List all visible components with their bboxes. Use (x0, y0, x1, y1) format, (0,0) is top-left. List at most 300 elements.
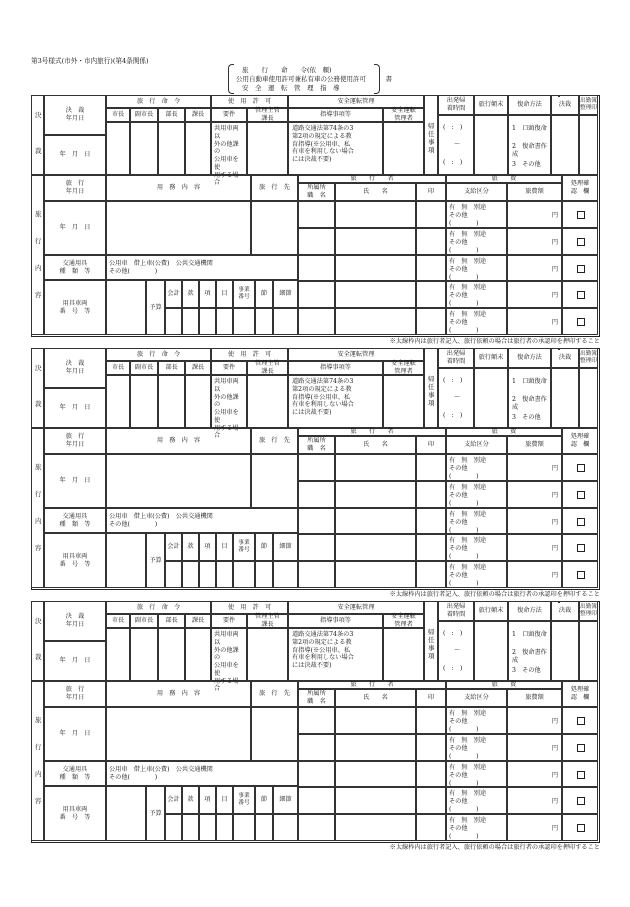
in-field[interactable] (416, 454, 446, 481)
label-line: 用具車両 (62, 552, 88, 560)
shido-jiko-text (288, 375, 383, 428)
shori-kakunin-checkbox[interactable] (577, 318, 585, 326)
shikyu-kubun-field[interactable] (446, 228, 507, 255)
yoyo-sharyo-field[interactable] (106, 280, 146, 335)
budget-label: 目 (216, 786, 233, 814)
shozoku-field[interactable] (298, 508, 335, 535)
kubun-line: 有 無 別途 (449, 736, 487, 744)
side-char: 決 (35, 364, 42, 372)
shori-kakunin-checkbox[interactable] (577, 717, 585, 725)
text-line: 公用車を使 (214, 409, 239, 424)
ryoko-shumatsu-field[interactable] (474, 621, 508, 681)
kessai-stamp-field[interactable] (551, 621, 579, 681)
ryohi-gaku-field[interactable] (507, 814, 562, 841)
kessai-stamp-field[interactable] (551, 115, 579, 175)
shiyo-kyoka-header: 使 用 許 可 (211, 348, 288, 361)
shikyu-kubun-field[interactable] (446, 481, 507, 508)
label-line: 安全運転 (391, 360, 416, 368)
approver-label: 市長 (106, 361, 130, 375)
budget-label: 細節 (273, 786, 298, 814)
shori-kakunin-cell (562, 281, 598, 308)
ryohi-gaku-field[interactable] (507, 508, 562, 535)
approver-stamp-field[interactable] (185, 122, 211, 175)
footnote: ※太線枠内は旅行者記入、旅行依頼の場合は旅行者の承認印を押印すること (389, 844, 600, 851)
ryohi-gaku-field[interactable] (507, 561, 562, 588)
kotsu-yogu-options[interactable] (106, 255, 298, 280)
budget-label: 款 (182, 786, 199, 814)
in-field[interactable] (416, 561, 446, 588)
ryohi-gaku-field[interactable] (507, 481, 562, 508)
label-line: 処理確 (570, 433, 590, 441)
fukumei-option[interactable]: 2 復命書作成 (512, 143, 547, 158)
fukumei-options[interactable] (508, 621, 551, 681)
kessai-date-field[interactable]: 年 月 日 (44, 388, 106, 428)
ryoko-meirei-header: 旅 行 命 令 (106, 95, 211, 108)
fukumei-option[interactable]: 1 口頭復命 (512, 378, 547, 385)
ryohi-gaku-field[interactable] (507, 228, 562, 255)
shikyu-kubun-field[interactable] (446, 734, 507, 761)
ryohi-header: 旅 費 (446, 428, 562, 436)
kanri-shunin-stamp-field[interactable] (247, 375, 288, 428)
in-field[interactable] (416, 534, 446, 561)
approver-stamp-field[interactable] (158, 628, 185, 681)
ryoko-shumatsu-field[interactable] (474, 115, 508, 175)
label-line: 着時間 (446, 611, 466, 618)
shimei-field[interactable] (335, 814, 416, 841)
budget-field[interactable] (199, 561, 216, 588)
anzen-kanrisha-stamp-field[interactable] (383, 628, 424, 681)
shori-kakunin-cell (562, 761, 598, 788)
shikyu-kubun-field[interactable] (446, 814, 507, 841)
budget-label: 項 (199, 786, 216, 814)
text-line: 公用車を使 (214, 156, 239, 171)
shikyu-kubun-field[interactable] (446, 761, 507, 788)
ninin-jiko-side-label (424, 95, 438, 175)
ryoko-saki-field[interactable] (251, 707, 298, 761)
approver-stamp-field[interactable] (130, 122, 158, 175)
fukumei-options[interactable] (508, 368, 551, 428)
budget-field[interactable] (255, 561, 273, 588)
shori-kakunin-checkbox[interactable] (577, 771, 585, 779)
shozoku-field[interactable] (298, 761, 335, 788)
shozoku-field[interactable] (298, 454, 335, 481)
shido-jiko-text (288, 628, 383, 681)
kessai-stamp-field[interactable] (551, 368, 579, 428)
shori-kakunin-label (562, 428, 598, 454)
kubun-line: ( ) (449, 833, 479, 841)
label-line: 職 名 (307, 698, 326, 705)
in-field[interactable] (416, 508, 446, 535)
kubun-line: ( ) (449, 220, 479, 227)
approver-stamp-field[interactable] (106, 628, 130, 681)
shori-kakunin-checkbox[interactable] (577, 518, 585, 526)
label-line: 出勤簿 (580, 98, 597, 105)
approver-label: 市長 (106, 614, 130, 628)
fukumei-option[interactable]: 2 復命書作成 (512, 649, 547, 664)
text-line: 共用車両以 (214, 378, 239, 393)
shimei-field[interactable] (335, 534, 416, 561)
ryoko-saki-field[interactable] (251, 454, 298, 508)
side-char: 決 (35, 617, 42, 625)
ryohi-gaku-field[interactable] (507, 787, 562, 814)
side-char: 裁 (35, 147, 42, 155)
shukkinbo-label (579, 348, 598, 368)
yen-unit: 円 (551, 465, 558, 472)
shikyu-kubun-field[interactable] (446, 561, 507, 588)
shuppatsu-label (438, 348, 474, 368)
kubun-line: ( ) (449, 499, 479, 507)
label-line: 年月日 (65, 694, 85, 701)
ryohi-gaku-field[interactable] (507, 707, 562, 734)
yomu-naiyo-field[interactable] (106, 707, 251, 761)
ryohi-gaku-field[interactable] (507, 454, 562, 481)
budget-field[interactable] (255, 308, 273, 335)
ryohi-gaku-field[interactable] (507, 734, 562, 761)
shimei-field[interactable] (335, 255, 416, 282)
approver-label: 副市長 (130, 614, 158, 628)
shozoku-field[interactable] (298, 814, 335, 841)
kanri-shunin-stamp-field[interactable] (247, 122, 288, 175)
label-line: 整理印 (580, 105, 597, 111)
label-line: 交通用具 (62, 765, 88, 773)
kessai-date-field[interactable]: 年 月 日 (44, 135, 106, 175)
kubun-line: その他 (449, 319, 468, 327)
ryoko-date-label (44, 428, 106, 454)
yen-unit: 円 (551, 572, 558, 580)
side-char: 任 (428, 383, 435, 391)
ryohi-gaku-field[interactable] (507, 201, 562, 228)
shozoku-field[interactable] (298, 281, 335, 308)
ryohi-gaku-field[interactable] (507, 308, 562, 335)
anzen-unten-header: 安全運転管理 (288, 601, 424, 614)
approver-stamp-field[interactable] (106, 122, 130, 175)
approver-stamp-field[interactable] (185, 375, 211, 428)
ryoko-saki-field[interactable] (251, 201, 298, 255)
shikyu-kubun-field[interactable] (446, 201, 507, 228)
shiyo-kyoka-header: 使 用 許 可 (211, 95, 288, 108)
shimei-field[interactable] (335, 201, 416, 228)
ryohi-gaku-field[interactable] (507, 281, 562, 308)
label-line: 出勤簿 (580, 604, 597, 611)
in-field[interactable] (416, 255, 446, 282)
ryohi-gaku-label: 旅費額 (507, 689, 562, 707)
shori-kakunin-checkbox[interactable] (577, 824, 585, 832)
kotsu-yogu-options[interactable] (106, 508, 298, 533)
approver-stamp-field[interactable] (158, 122, 185, 175)
budget-field[interactable] (165, 561, 182, 588)
kubun-line: 有 無 別途 (449, 311, 487, 319)
budget-field[interactable] (182, 308, 199, 335)
shikyu-kubun-field[interactable] (446, 787, 507, 814)
time-field[interactable] (438, 621, 474, 681)
approver-label: 部長 (158, 614, 185, 628)
budget-field[interactable] (273, 308, 298, 335)
kanri-shunin-stamp-field[interactable] (247, 628, 288, 681)
label-line: 管理主管 (255, 613, 280, 621)
kyoyo-sha-condition (211, 122, 247, 187)
kubun-line: 有 無 別途 (449, 457, 487, 464)
side-char: 裁 (35, 653, 42, 661)
shikyu-kubun-field[interactable] (446, 534, 507, 561)
label-line: 用具車両 (62, 299, 88, 307)
in-field[interactable] (416, 481, 446, 508)
shozoku-field[interactable] (298, 481, 335, 508)
time-tilde: ～ (454, 647, 461, 654)
ryohi-gaku-field[interactable] (507, 534, 562, 561)
ryoko-shumatsu-label: 旅行顛末 (474, 95, 508, 115)
side-char: 裁 (35, 400, 42, 408)
time-field[interactable] (438, 115, 474, 175)
kessai-date-label (44, 95, 106, 135)
travel-order-form (31, 348, 600, 600)
budget-field[interactable] (165, 814, 182, 841)
budget-label: 項 (199, 280, 216, 308)
yen-unit: 円 (551, 292, 558, 300)
shori-kakunin-checkbox[interactable] (577, 544, 585, 552)
shimei-field[interactable] (335, 228, 416, 255)
approver-stamp-field[interactable] (158, 375, 185, 428)
yen-unit: 円 (551, 825, 558, 833)
shido-jiko-text (288, 122, 383, 175)
label-line: 交通用具 (62, 512, 88, 520)
shozoku-field[interactable] (298, 787, 335, 814)
side-char: 内 (35, 264, 42, 272)
budget-field[interactable] (273, 814, 298, 841)
ryoko-date-field[interactable]: 年 月 日 (44, 201, 106, 255)
yoyo-sharyo-field[interactable] (106, 533, 146, 588)
budget-field[interactable] (182, 561, 199, 588)
side-char: 容 (35, 544, 42, 552)
fukumei-option[interactable]: 3 その他 (512, 667, 541, 674)
shikyu-kubun-field[interactable] (446, 454, 507, 481)
shimei-field[interactable] (335, 561, 416, 588)
shori-kakunin-checkbox[interactable] (577, 571, 585, 579)
label-line: 出発帰 (446, 97, 466, 105)
approver-label: 副市長 (130, 361, 158, 375)
ryoko-shumatsu-field[interactable] (474, 368, 508, 428)
shori-kakunin-checkbox[interactable] (577, 744, 585, 752)
kubun-line: ( ) (449, 300, 479, 308)
anzen-kanrisha-stamp-field[interactable] (383, 122, 424, 175)
ryohi-gaku-field[interactable] (507, 761, 562, 788)
shori-kakunin-checkbox[interactable] (577, 491, 585, 499)
in-field[interactable] (416, 228, 446, 255)
budget-field[interactable] (165, 308, 182, 335)
budget-label: 事業番号 (233, 786, 255, 814)
label-line: 用具車両 (62, 805, 88, 813)
in-label: 印 (416, 183, 446, 201)
in-field[interactable] (416, 761, 446, 788)
budget-label: 細節 (273, 280, 298, 308)
kubun-line: その他 (449, 238, 468, 246)
in-field[interactable] (416, 787, 446, 814)
title-bracket-right (374, 64, 380, 94)
label-line: 所属所 (307, 437, 326, 445)
shozoku-field[interactable] (298, 308, 335, 335)
side-char: 事 (428, 391, 435, 399)
shimei-label: 氏 名 (335, 436, 416, 454)
kubun-line: その他 (449, 744, 468, 752)
kubun-line: その他 (449, 212, 468, 219)
shozoku-field[interactable] (298, 734, 335, 761)
ninin-jiko-side-label (424, 348, 438, 428)
yomu-naiyo-field[interactable] (106, 454, 251, 508)
kubun-line: 有 無 別途 (449, 564, 487, 572)
in-field[interactable] (416, 814, 446, 841)
approver-stamp-field[interactable] (130, 375, 158, 428)
title-line-3: 安 全 運 転 管 理 指 導 (242, 84, 340, 92)
budget-field[interactable] (199, 308, 216, 335)
yoyo-sharyo-field[interactable] (106, 786, 146, 841)
shori-kakunin-checkbox[interactable] (577, 211, 585, 219)
budget-label: 事業番号 (233, 280, 255, 308)
budget-field[interactable] (273, 561, 298, 588)
fukumei-hoho-label: 復命方法 (508, 348, 551, 368)
text-line: 育指導(※公用車、私 (292, 393, 351, 401)
fukumei-option[interactable]: 1 口頭復命 (512, 631, 547, 638)
shimei-field[interactable] (335, 707, 416, 734)
text-line: 有車を利用しない場合 (292, 654, 354, 662)
title-line-1: 旅 行 命 令(依 頼) (242, 66, 332, 74)
shukkinbo-stamp-field[interactable] (579, 621, 598, 681)
shori-kakunin-checkbox[interactable] (577, 797, 585, 805)
shori-kakunin-checkbox[interactable] (577, 238, 585, 246)
yoyo-sharyo-label (44, 280, 106, 335)
fukumei-options[interactable] (508, 115, 551, 175)
shozoku-field[interactable] (298, 534, 335, 561)
shikyu-kubun-field[interactable] (446, 255, 507, 282)
shori-kakunin-checkbox[interactable] (577, 464, 585, 472)
shimei-field[interactable] (335, 508, 416, 535)
budget-field[interactable] (233, 561, 255, 588)
budget-field[interactable] (255, 814, 273, 841)
in-field[interactable] (416, 707, 446, 734)
shori-kakunin-cell (562, 308, 598, 335)
ryoko-meirei-header: 旅 行 命 令 (106, 601, 211, 614)
side-char: 容 (35, 797, 42, 805)
ryoko-date-field[interactable]: 年 月 日 (44, 454, 106, 508)
approver-label: 課長 (185, 614, 211, 628)
ryohi-gaku-field[interactable] (507, 255, 562, 282)
approver-stamp-field[interactable] (106, 375, 130, 428)
yomu-naiyo-field[interactable] (106, 201, 251, 255)
shimei-field[interactable] (335, 454, 416, 481)
kotsu-yogu-label (44, 508, 106, 533)
approver-label: 部長 (158, 108, 185, 122)
label-line: 種 類 等 (59, 773, 91, 781)
traveler-header: 旅 行 者 (298, 175, 446, 183)
label-line: 所属所 (307, 690, 326, 698)
shimei-field[interactable] (335, 761, 416, 788)
text-line: 有車を利用しない場合 (292, 148, 354, 156)
ryoko-saki-label: 旅 行 先 (251, 681, 298, 707)
shozoku-field[interactable] (298, 561, 335, 588)
shimei-field[interactable] (335, 787, 416, 814)
travel-order-form (31, 95, 600, 347)
kubun-line: ( ) (449, 806, 479, 814)
shimei-label: 氏 名 (335, 689, 416, 707)
budget-field[interactable] (199, 814, 216, 841)
yen-unit: 円 (551, 319, 558, 327)
kotsu-yogu-options[interactable] (106, 761, 298, 786)
shimei-field[interactable] (335, 734, 416, 761)
shikyu-kubun-field[interactable] (446, 308, 507, 335)
shozoku-field[interactable] (298, 201, 335, 228)
time-tilde: ～ (454, 394, 461, 401)
kessai-date-label (44, 601, 106, 641)
traveler-header: 旅 行 者 (298, 428, 446, 436)
budget-field[interactable] (233, 308, 255, 335)
approver-stamp-field[interactable] (130, 628, 158, 681)
shori-kakunin-cell (562, 481, 598, 508)
shozoku-field[interactable] (298, 255, 335, 282)
approver-stamp-field[interactable] (185, 628, 211, 681)
label-line: 安全運転 (391, 613, 416, 621)
yoyo-sharyo-label (44, 786, 106, 841)
fukumei-option[interactable]: 1 口頭復命 (512, 125, 547, 132)
text-line: 道路交通法第74条の3 (292, 378, 354, 385)
yen-unit: 円 (551, 545, 558, 553)
shimei-field[interactable] (335, 281, 416, 308)
label-line: 課長 (261, 621, 274, 628)
shikyu-kubun-field[interactable] (446, 508, 507, 535)
in-field[interactable] (416, 201, 446, 228)
yoken-label: 要件 (211, 108, 247, 122)
fukumei-option[interactable]: 3 その他 (512, 161, 541, 168)
shori-kakunin-cell (562, 201, 598, 228)
shori-kakunin-cell (562, 561, 598, 588)
time-field[interactable] (438, 368, 474, 428)
shori-kakunin-checkbox[interactable] (577, 265, 585, 273)
kubun-line: 有 無 別途 (449, 763, 487, 771)
label-line: 番 号 等 (59, 813, 91, 821)
label-line: 着時間 (446, 358, 466, 365)
yen-unit: 円 (551, 771, 558, 779)
shikyu-kubun-field[interactable] (446, 281, 507, 308)
budget-field[interactable] (216, 561, 233, 588)
kessai-side-label (31, 348, 44, 428)
shimei-field[interactable] (335, 308, 416, 335)
in-label: 印 (416, 689, 446, 707)
budget-field[interactable] (233, 814, 255, 841)
in-field[interactable] (416, 308, 446, 335)
side-char: 内 (35, 770, 42, 778)
fukumei-option[interactable]: 2 復命書作成 (512, 396, 547, 411)
option-line: その他( ) (109, 773, 158, 781)
label-line: 認 欄 (570, 441, 590, 448)
in-field[interactable] (416, 734, 446, 761)
ryoko-date-field[interactable]: 年 月 日 (44, 707, 106, 761)
shori-kakunin-checkbox[interactable] (577, 291, 585, 299)
budget-field[interactable] (182, 814, 199, 841)
label-line: 種 類 等 (59, 520, 91, 528)
kessai-date-field[interactable]: 年 月 日 (44, 641, 106, 681)
shimei-field[interactable] (335, 481, 416, 508)
fukumei-option[interactable]: 3 その他 (512, 414, 541, 421)
in-field[interactable] (416, 281, 446, 308)
anzen-kanrisha-stamp-field[interactable] (383, 375, 424, 428)
kubun-line: ( ) (449, 526, 479, 534)
shukkinbo-stamp-field[interactable] (579, 368, 598, 428)
shozoku-field[interactable] (298, 707, 335, 734)
budget-field[interactable] (216, 814, 233, 841)
kubun-line: ( ) (449, 580, 479, 588)
shukkinbo-stamp-field[interactable] (579, 115, 598, 175)
budget-field[interactable] (216, 308, 233, 335)
shikyu-kubun-field[interactable] (446, 707, 507, 734)
shozoku-field[interactable] (298, 228, 335, 255)
side-char: 容 (35, 291, 42, 299)
